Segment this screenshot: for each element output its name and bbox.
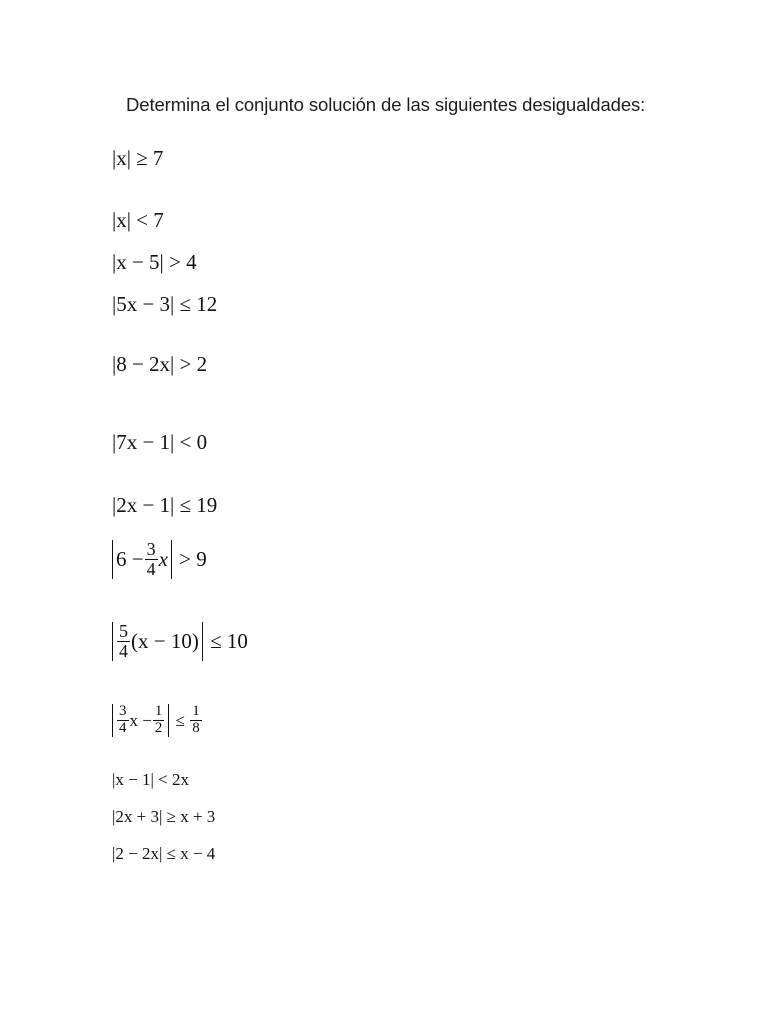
fraction-1	[117, 704, 129, 737]
inequality-8	[112, 540, 207, 579]
fraction-numerator: 3	[146, 539, 156, 559]
fraction-denominator: 4	[119, 719, 127, 736]
relation: ≤ 10	[210, 628, 248, 653]
inequality-6: |7x − 1| < 0	[112, 430, 208, 454]
fraction-denominator: 2	[154, 719, 163, 736]
relation: ≤	[175, 710, 185, 730]
absolute-value	[112, 540, 172, 579]
inequality-12: |2x + 3| ≥ x + 3	[112, 807, 216, 826]
inequality-2: |x| < 7	[112, 208, 164, 232]
middle-term: x −	[129, 710, 152, 730]
fraction-numerator: 1	[192, 703, 200, 719]
absolute-value	[112, 704, 169, 737]
inequality-10	[112, 704, 203, 737]
variable: x	[158, 546, 168, 571]
fraction-numerator: 1	[154, 703, 163, 719]
inequality-9	[112, 622, 248, 661]
inequality-1: |x| ≥ 7	[112, 146, 164, 170]
term-lead: 6 −	[116, 546, 144, 571]
relation: > 9	[179, 546, 207, 571]
fraction-denominator: 4	[119, 640, 128, 661]
inequality-11: |x − 1| < 2x	[112, 770, 189, 789]
fraction-numerator: 5	[119, 621, 128, 641]
fraction	[145, 540, 158, 579]
fraction-denominator: 8	[192, 719, 200, 736]
fraction-denominator: 4	[146, 558, 156, 579]
fraction	[117, 622, 130, 661]
parenthesized-term: (x − 10)	[131, 628, 199, 653]
absolute-value	[112, 622, 203, 661]
inequality-7: |2x − 1| ≤ 19	[112, 493, 218, 517]
inequality-5: |8 − 2x| > 2	[112, 352, 208, 376]
inequality-13: |2 − 2x| ≤ x − 4	[112, 844, 216, 863]
fraction-3	[190, 704, 202, 737]
inequality-4: |5x − 3| ≤ 12	[112, 292, 218, 316]
exercise-instruction: Determina el conjunto solución de las siguientes desigualdades:	[126, 94, 646, 115]
inequality-3: |x − 5| > 4	[112, 250, 197, 274]
fraction-numerator: 3	[119, 703, 127, 719]
fraction-2	[153, 704, 165, 737]
